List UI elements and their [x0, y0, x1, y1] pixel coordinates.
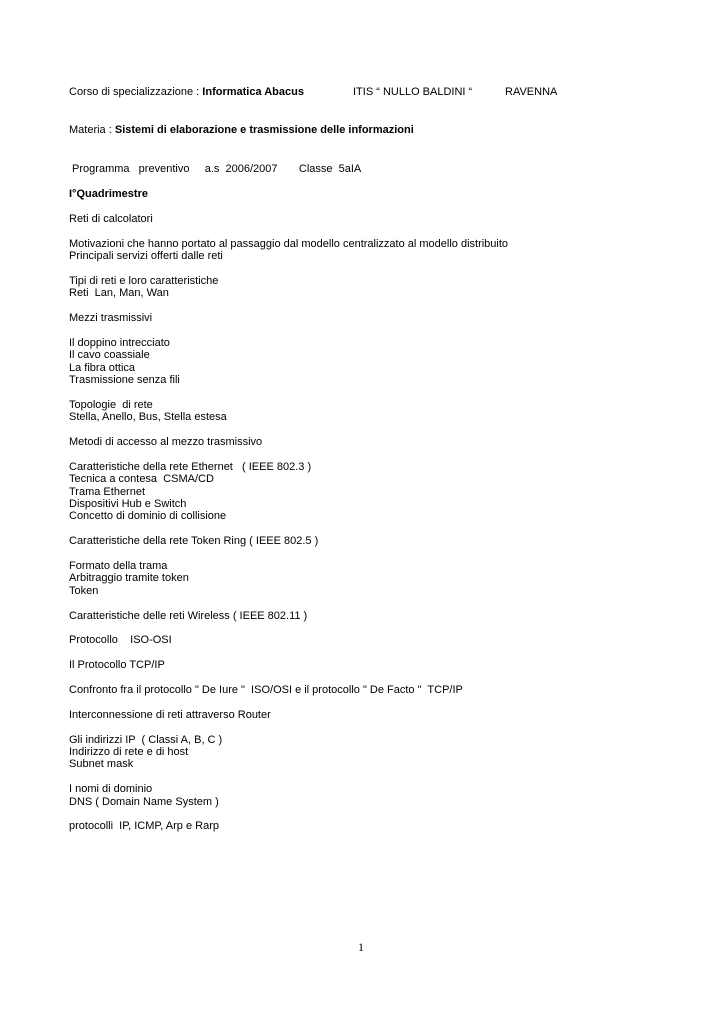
syllabus-line: I nomi di dominio: [69, 783, 153, 796]
syllabus-block: [69, 238, 669, 263]
syllabus-line: Tipi di reti e loro caratteristiche: [69, 274, 219, 287]
syllabus-block: [69, 461, 669, 523]
course-label: Corso di specializzazione :: [69, 86, 203, 98]
syllabus-block: [69, 188, 669, 200]
syllabus-line: I°Quadrimestre: [69, 188, 148, 200]
syllabus-block: [69, 312, 669, 324]
syllabus-block: [69, 337, 669, 387]
page-number: 1: [358, 940, 364, 954]
syllabus-line: Arbitraggio tramite token: [69, 572, 189, 585]
syllabus-line: Il Protocollo TCP/IP: [69, 659, 165, 672]
syllabus-line: Il doppino intrecciato: [69, 336, 170, 349]
city-name: RAVENNA: [505, 86, 558, 98]
subject-label: Materia :: [69, 124, 115, 136]
syllabus-line: Concetto di dominio di collisione: [69, 510, 227, 523]
syllabus-block: [69, 213, 669, 225]
syllabus-block: [69, 734, 669, 771]
syllabus-line: Caratteristiche della rete Token Ring ( IEEE 802.5 ): [69, 535, 319, 548]
subject-title: Sistemi di elaborazione e trasmissione delle informazioni: [114, 124, 414, 136]
syllabus-line: Stella, Anello, Bus, Stella estesa: [69, 411, 227, 424]
syllabus-line: Gli indirizzi IP ( Classi A, B, C ): [69, 733, 223, 746]
syllabus-block: [69, 610, 669, 622]
syllabus-block: [69, 560, 669, 597]
syllabus-block: [69, 659, 669, 671]
syllabus-block: [69, 709, 669, 721]
syllabus-block: [69, 399, 669, 424]
syllabus-line: Caratteristiche della rete Ethernet ( IEEE 802.3 ): [69, 460, 312, 473]
syllabus-block: [69, 535, 669, 547]
syllabus-line: Principali servizi offerti dalle reti: [69, 250, 223, 262]
syllabus-line: Reti Lan, Man, Wan: [69, 287, 169, 300]
syllabus-line: Indirizzo di rete e di host: [69, 746, 189, 759]
subject-line: [69, 124, 414, 137]
syllabus-line: Caratteristiche delle reti Wireless ( IEEE 802.11 ): [69, 609, 308, 622]
syllabus-line: Confronto fra il protocollo " De Iure " ISO/OSI e il protocollo " De Facto " TCP/IP: [69, 684, 463, 697]
syllabus-line: Mezzi trasmissivi: [69, 312, 153, 324]
syllabus-line: Formato della trama: [69, 560, 168, 573]
syllabus-line: Dispositivi Hub e Switch: [69, 498, 187, 511]
syllabus-block: [69, 275, 669, 300]
syllabus-line: DNS ( Domain Name System ): [69, 795, 219, 808]
syllabus-line: Interconnessione di reti attraverso Router: [69, 708, 271, 721]
school-name: ITIS “ NULLO BALDINI “: [353, 86, 473, 98]
syllabus-line: Token: [69, 584, 99, 597]
syllabus-block: [69, 634, 669, 646]
syllabus-block: [69, 684, 669, 696]
header-row: [69, 86, 669, 99]
syllabus-block: [69, 436, 669, 448]
syllabus-block: [69, 820, 669, 832]
syllabus-block: [69, 783, 669, 808]
syllabus-content: [69, 188, 669, 845]
program-line: Programma preventivo a.s 2006/2007 Classe 5aIA: [69, 163, 362, 175]
course-name: Informatica Abacus: [202, 86, 304, 98]
syllabus-line: Trasmissione senza fili: [69, 374, 180, 387]
syllabus-line: Tecnica a contesa CSMA/CD: [69, 473, 214, 486]
syllabus-line: Trama Ethernet: [69, 485, 146, 498]
syllabus-line: Protocollo ISO-OSI: [69, 634, 172, 647]
syllabus-line: La fibra ottica: [69, 361, 136, 374]
syllabus-line: protocolli IP, ICMP, Arp e Rarp: [69, 820, 219, 833]
syllabus-line: Reti di calcolatori: [69, 212, 153, 225]
syllabus-line: Metodi di accesso al mezzo trasmissivo: [69, 436, 263, 449]
syllabus-line: Topologie di rete: [69, 398, 153, 411]
syllabus-line: Subnet mask: [69, 758, 134, 771]
syllabus-line: Il cavo coassiale: [69, 349, 150, 362]
syllabus-line: Motivazioni che hanno portato al passaggio dal modello centralizzato al modello distribuito: [69, 237, 509, 250]
